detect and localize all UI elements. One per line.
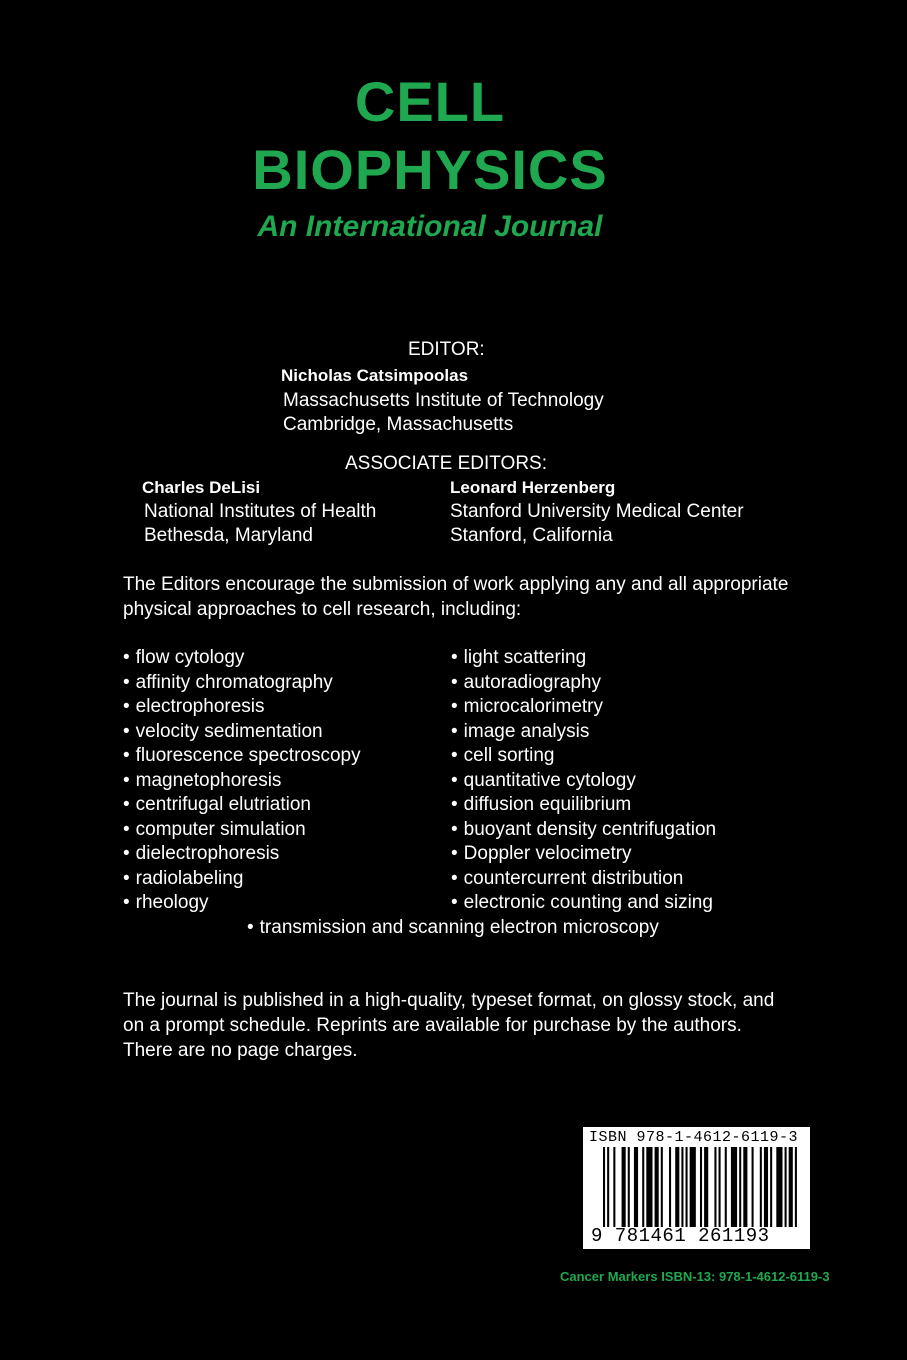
- barcode-bar: [719, 1147, 721, 1227]
- list-item: • quantitative cytology: [451, 769, 716, 794]
- barcode-bar: [700, 1147, 702, 1227]
- list-item: • cell sorting: [451, 744, 716, 769]
- barcode-bar: [646, 1147, 652, 1227]
- associate-editor-name: Leonard Herzenberg: [450, 478, 616, 497]
- list-item: • electronic counting and sizing: [451, 891, 716, 916]
- barcode-bar: [752, 1147, 754, 1227]
- title-line-1: CELL: [354, 70, 506, 133]
- editor-name: Nicholas Catsimpoolas: [281, 366, 469, 385]
- associate-editor-name: Charles DeLisi: [142, 478, 261, 497]
- topics-wide-list: [247, 916, 659, 941]
- list-item: • dielectrophoresis: [123, 842, 361, 867]
- barcode: [583, 1127, 810, 1249]
- list-item: • velocity sedimentation: [123, 720, 361, 745]
- list-item: • computer simulation: [123, 818, 361, 843]
- barcode-bar: [743, 1147, 747, 1227]
- barcode-bar: [634, 1147, 638, 1227]
- barcode-bar: [776, 1147, 782, 1227]
- barcode-bar: [725, 1147, 727, 1227]
- barcode-bar: [655, 1147, 659, 1227]
- editor-affiliation: Massachusetts Institute of Technology: [283, 390, 604, 411]
- barcode-bar: [622, 1147, 626, 1227]
- footer-isbn: [560, 1269, 830, 1284]
- topics-right-list: [451, 646, 716, 916]
- barcode-bar: [770, 1147, 772, 1227]
- barcode-bar: [681, 1147, 683, 1227]
- footer-series: Cancer Markers: [560, 1269, 658, 1284]
- barcode-bar: [690, 1147, 696, 1227]
- list-item: • buoyant density centrifugation: [451, 818, 716, 843]
- barcode-bar: [686, 1147, 688, 1227]
- barcode-bar: [675, 1147, 679, 1227]
- topics-left-list: [123, 646, 361, 916]
- barcode-bar: [603, 1147, 605, 1227]
- barcode-bar: [642, 1147, 644, 1227]
- list-item: • radiolabeling: [123, 867, 361, 892]
- barcode-bar: [714, 1147, 716, 1227]
- title-line-2: BIOPHYSICS: [252, 138, 608, 201]
- list-item: • countercurrent distribution: [451, 867, 716, 892]
- list-item: • transmission and scanning electron microscopy: [247, 916, 659, 941]
- list-item: • rheology: [123, 891, 361, 916]
- barcode-bar: [760, 1147, 762, 1227]
- list-item: • image analysis: [451, 720, 716, 745]
- barcode-bars: [603, 1147, 799, 1227]
- barcode-bar: [669, 1147, 671, 1227]
- publication-paragraph: The journal is published in a high-quality, typeset format, on glossy stock, and on a prompt schedule. Reprints are available for purchase by the authors. There are no page charges.: [123, 990, 775, 1061]
- list-item: • fluorescence spectroscopy: [123, 744, 361, 769]
- associate-editors-heading: ASSOCIATE EDITORS:: [345, 453, 548, 474]
- barcode-bar: [731, 1147, 737, 1227]
- list-item: • light scattering: [451, 646, 716, 671]
- barcode-bar: [613, 1147, 615, 1227]
- list-item: • Doppler velocimetry: [451, 842, 716, 867]
- list-item: • centrifugal elutriation: [123, 793, 361, 818]
- list-item: • flow cytology: [123, 646, 361, 671]
- list-item: • affinity chromatography: [123, 671, 361, 696]
- barcode-bar: [739, 1147, 741, 1227]
- barcode-bar: [795, 1147, 797, 1227]
- list-item: • autoradiography: [451, 671, 716, 696]
- subtitle: An International Journal: [257, 210, 603, 243]
- barcode-bar: [785, 1147, 787, 1227]
- barcode-bar: [704, 1147, 708, 1227]
- associate-editor-affiliation: National Institutes of Health: [144, 501, 377, 522]
- associate-editor-location: Bethesda, Maryland: [144, 525, 313, 546]
- list-item: • microcalorimetry: [451, 695, 716, 720]
- list-item: • magnetophoresis: [123, 769, 361, 794]
- editor-heading: EDITOR:: [408, 339, 485, 360]
- barcode-digits: 9 781461 261193: [591, 1225, 770, 1247]
- barcode-bar: [607, 1147, 609, 1227]
- barcode-bar: [764, 1147, 768, 1227]
- barcode-bar: [789, 1147, 793, 1227]
- associate-editor-location: Stanford, California: [450, 525, 613, 546]
- footer-isbn13: ISBN-13: 978-1-4612-6119-3: [661, 1269, 830, 1284]
- list-item: • electrophoresis: [123, 695, 361, 720]
- intro-paragraph: The Editors encourage the submission of work applying any and all appropriate physical approaches to cell research, including:: [123, 574, 789, 620]
- associate-editor-affiliation: Stanford University Medical Center: [450, 501, 744, 522]
- barcode-bar: [661, 1147, 663, 1227]
- editor-location: Cambridge, Massachusetts: [283, 414, 514, 435]
- barcode-isbn-label: ISBN 978-1-4612-6119-3: [589, 1129, 799, 1146]
- list-item: • diffusion equilibrium: [451, 793, 716, 818]
- barcode-bar: [628, 1147, 630, 1227]
